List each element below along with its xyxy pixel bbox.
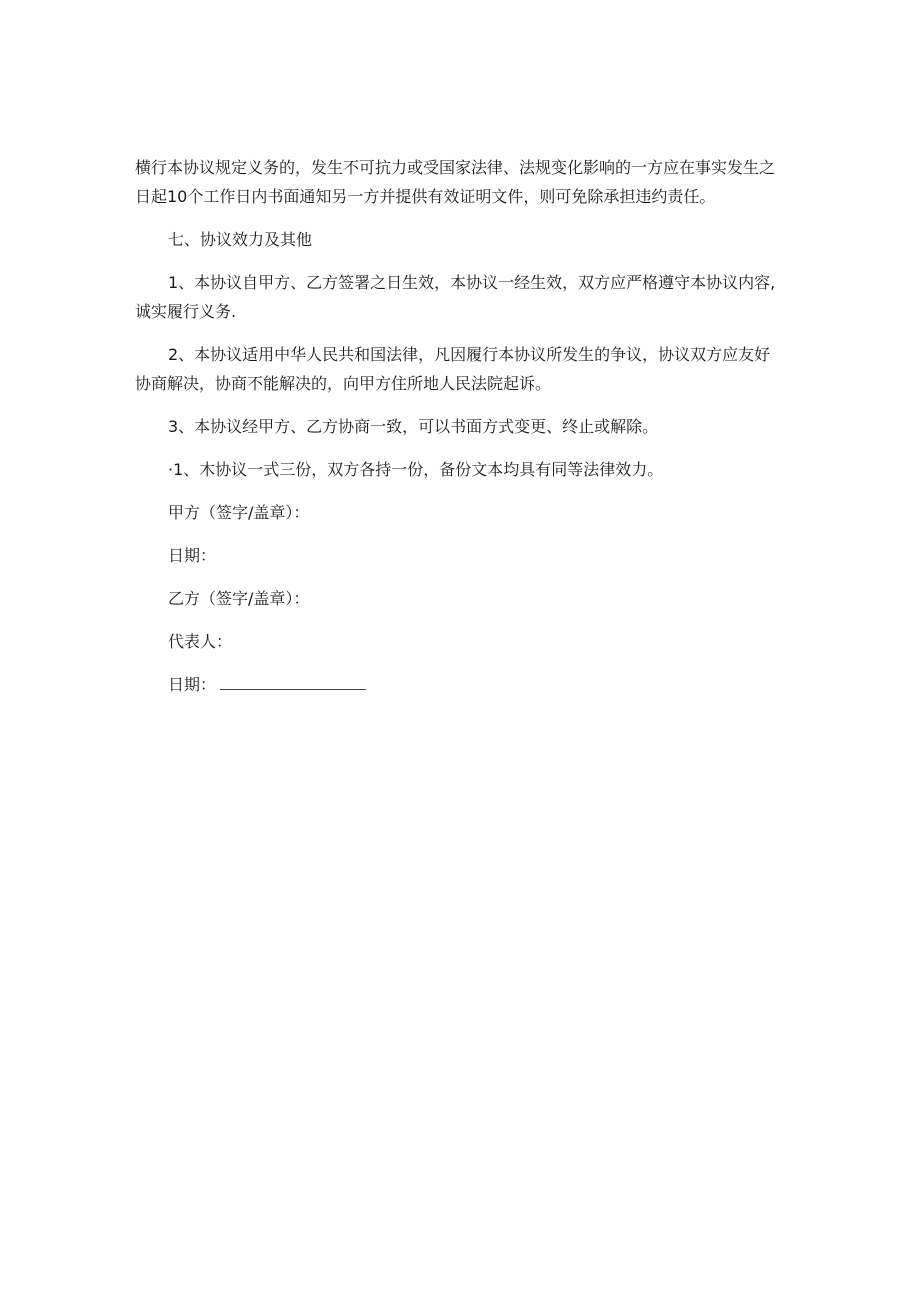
party-b-date-label: 日期： bbox=[168, 675, 217, 694]
clause-4-copies: ·1、木协议一式三份，双方各持一份，备份文本均具有同等法律效力。 bbox=[168, 460, 664, 479]
party-a-date-label: 日期： bbox=[168, 546, 217, 565]
party-b-signature-label: 乙方（签字/盖章）： bbox=[168, 589, 310, 608]
party-a-signature-label: 甲方（签字/盖章）： bbox=[168, 503, 310, 522]
paragraph-force-majeure: 横行本协议规定义务的，发生不可抗力或受国家法律、法规变化影响的一方应在事实发生之日起10个工作日内书面通知另一方并提供有效证明文件，则可免除承担违约责任。 bbox=[135, 158, 776, 206]
clause-3-amendment: 3、本协议经甲方、乙方协商一致，可以书面方式变更、终止或解除。 bbox=[168, 417, 659, 436]
section-heading-validity: 七、协议效力及其他 bbox=[168, 230, 313, 249]
document-body bbox=[135, 153, 785, 713]
clause-2-governing-law: 2、本协议适用中华人民共和国法律，凡因履行本协议所发生的争议，协议双方应友好协商解决，协商不能解决的，向甲方住所地人民法院起诉。 bbox=[135, 345, 771, 393]
clause-1-effective: 1、本协议自甲方、乙方签署之日生效，本协议一经生效，双方应严格遵守本协议内容, 诚实履行义务. bbox=[135, 273, 776, 321]
date-blank-line bbox=[220, 671, 366, 690]
representative-label: 代表人： bbox=[168, 632, 233, 651]
party-b-date-row bbox=[168, 670, 785, 699]
